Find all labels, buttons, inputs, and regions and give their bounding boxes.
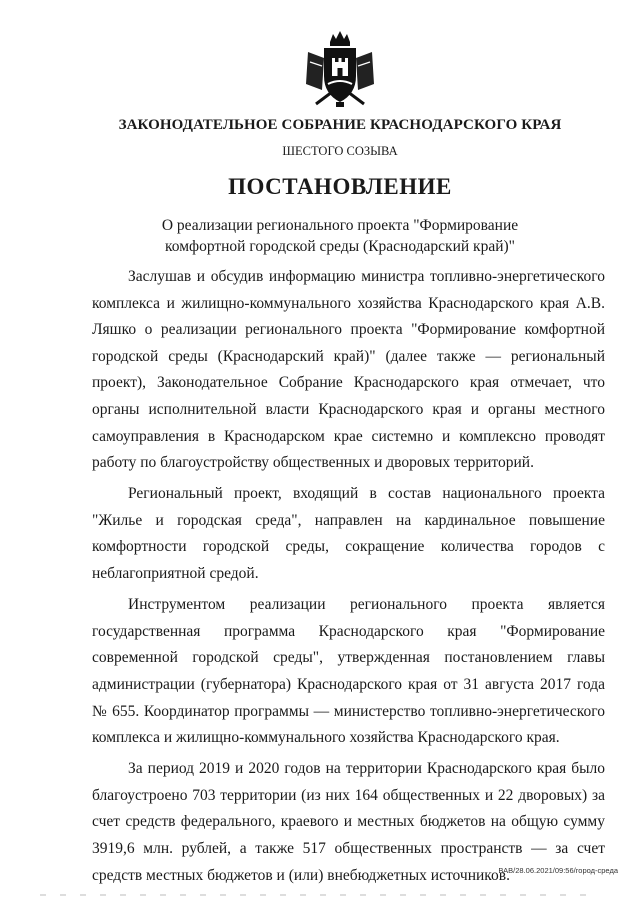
- scan-artifact-line: [40, 893, 600, 897]
- document-subject: [0, 215, 640, 257]
- document-body: [92, 264, 605, 889]
- organization-name: ЗАКОНОДАТЕЛЬНОЕ СОБРАНИЕ КРАСНОДАРСКОГО КРАЯ: [118, 117, 562, 133]
- document-reference-code: ВАВ/28.06.2021/09:56/город-среда: [498, 866, 618, 875]
- subject-line-1: О реализации регионального проекта "Формирование: [161, 217, 519, 234]
- body-paragraph: Заслушав и обсудив информацию министра топливно-энергетического комплекса и жилищно-коммунального хозяйства Краснодарского края А.В. Ляшко о реализации регионального проекта "Формирование комфортной городской среды (Краснодарский край)" (далее также — региональный проект), Законодательное Собрание Краснодарского края отмечает, что органы исполнительной власти Краснодарского края и органы местного самоуправления в Краснодарском крае системно и комплексно проводят работу по благоустройству общественных и дворовых территорий.: [92, 268, 605, 472]
- subject-line-2: комфортной городской среды (Краснодарский край)": [165, 238, 515, 255]
- convocation-label: ШЕСТОГО СОЗЫВА: [282, 144, 398, 158]
- body-paragraph: Инструментом реализации регионального проекта является государственная программа Краснодарского края "Формирование современной городской среды", утвержденная постановлением главы администрации (губернатора) Краснодарского края от 31 августа 2017 года № 655. Координатор программы — министерство топливно-энергетического комплекса и жилищно-коммунального хозяйства Краснодарского края.: [92, 596, 605, 747]
- coat-of-arms-icon: [302, 28, 378, 108]
- document-type-title: ПОСТАНОВЛЕНИЕ: [228, 174, 452, 199]
- body-paragraph: Региональный проект, входящий в состав национального проекта "Жилье и городская среда", направлен на кардинальное повышение комфортности городской среды, сокращение количества городов с неблагоприятной средой.: [92, 485, 605, 583]
- body-paragraph: За период 2019 и 2020 годов на территории Краснодарского края было благоустроено 703 территории (из них 164 общественных и 22 дворовых) за счет средств федерального, краевого и местных бюджетов на общую сумму 3919,6 млн. рублей, а также 517 общественных пространств — за счет средств местных бюджетов и (или) внебюджетных источников.: [92, 760, 605, 884]
